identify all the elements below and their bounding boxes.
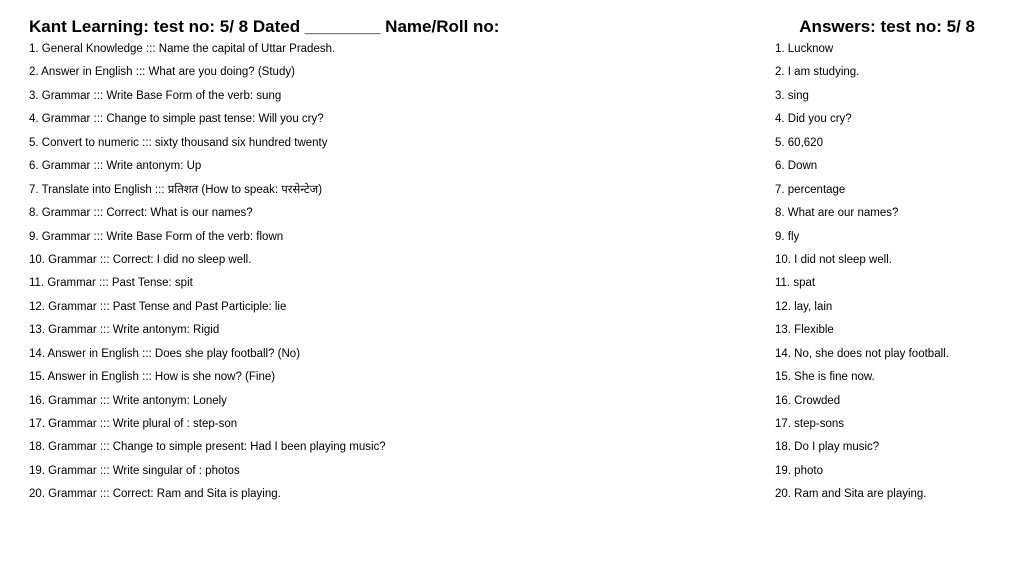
question-item: 16. Grammar ::: Write antonym: Lonely bbox=[29, 394, 227, 407]
answer-item: 19. photo bbox=[775, 464, 823, 477]
answer-item: 17. step-sons bbox=[775, 418, 845, 430]
answer-item: 9. fly bbox=[775, 230, 800, 243]
answer-item: 10. I did not sleep well. bbox=[775, 253, 892, 266]
question-item: 15. Answer in English ::: How is she now? (Fine) bbox=[29, 371, 276, 384]
question-item: 19. Grammar ::: Write singular of : photos bbox=[29, 464, 240, 477]
answer-item: 16. Crowded bbox=[775, 394, 841, 407]
question-item: 8. Grammar ::: Correct: What is our names? bbox=[29, 207, 253, 220]
question-item: 1. General Knowledge ::: Name the capital of Uttar Pradesh. bbox=[29, 43, 336, 55]
answer-item: 11. spat bbox=[775, 277, 816, 290]
answer-item: 20. Ram and Sita are playing. bbox=[775, 488, 927, 501]
question-item: 9. Grammar ::: Write Base Form of the verb: flown bbox=[29, 230, 284, 243]
question-item: 11. Grammar ::: Past Tense: spit bbox=[29, 277, 193, 290]
question-item: 2. Answer in English ::: What are you doing? (Study) bbox=[29, 66, 295, 79]
question-item: 14. Answer in English ::: Does she play football? (No) bbox=[29, 347, 301, 360]
question-item: 7. Translate into English ::: प्रतिशत (How to speak: परसेन्टेज) bbox=[29, 183, 323, 196]
question-item: 17. Grammar ::: Write plural of : step-son bbox=[29, 418, 238, 430]
answer-item: 6. Down bbox=[775, 160, 818, 173]
question-item: 18. Grammar ::: Change to simple present: Had I been playing music? bbox=[29, 441, 386, 454]
answer-item: 13. Flexible bbox=[775, 324, 834, 337]
answer-item: 4. Did you cry? bbox=[775, 113, 852, 126]
question-item: 6. Grammar ::: Write antonym: Up bbox=[29, 160, 202, 173]
answer-item: 1. Lucknow bbox=[775, 43, 834, 55]
answer-item: 12. lay, lain bbox=[775, 300, 833, 313]
answer-item: 8. What are our names? bbox=[775, 207, 899, 220]
answer-item: 3. sing bbox=[775, 89, 809, 102]
question-item: 3. Grammar ::: Write Base Form of the verb: sung bbox=[29, 89, 282, 102]
question-item: 20. Grammar ::: Correct: Ram and Sita is playing. bbox=[29, 488, 281, 501]
question-item: 12. Grammar ::: Past Tense and Past Participle: lie bbox=[29, 300, 287, 313]
answer-item: 15. She is fine now. bbox=[775, 371, 875, 384]
question-item: 13. Grammar ::: Write antonym: Rigid bbox=[29, 324, 220, 337]
answer-item: 18. Do I play music? bbox=[775, 441, 880, 454]
answer-item: 2. I am studying. bbox=[775, 66, 860, 79]
question-item: 10. Grammar ::: Correct: I did no sleep well. bbox=[29, 253, 252, 266]
question-item: 5. Convert to numeric ::: sixty thousand six hundred twenty bbox=[29, 136, 328, 149]
answers-title: Answers: test no: 5/ 8 bbox=[799, 17, 975, 36]
question-list bbox=[29, 42, 749, 511]
answer-list bbox=[775, 42, 1005, 511]
answer-item: 14. No, she does not play football. bbox=[775, 347, 949, 360]
answer-item: 5. 60,620 bbox=[775, 136, 823, 149]
question-item: 4. Grammar ::: Change to simple past tense: Will you cry? bbox=[29, 113, 324, 126]
test-title: Kant Learning: test no: 5/ 8 Dated ________ Name/Roll no: bbox=[29, 17, 500, 36]
answer-item: 7. percentage bbox=[775, 183, 846, 196]
